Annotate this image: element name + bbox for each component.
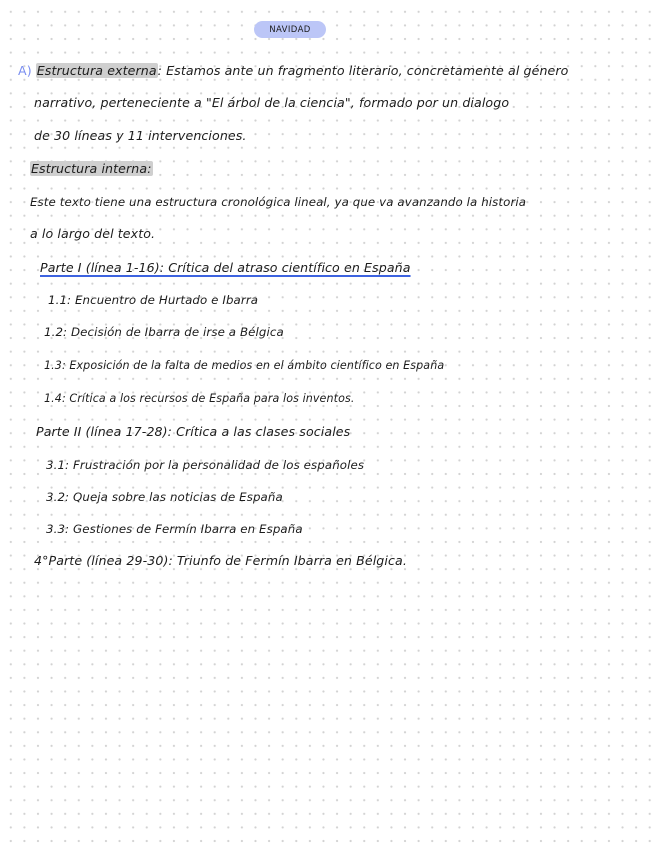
list-item-1-1: 1.1: Encuentro de Hurtado e Ibarra	[48, 293, 259, 307]
part-1-heading-text: Parte I (línea 1-16): Crítica del atraso científico en España	[40, 260, 411, 275]
page-title: NAVIDAD	[254, 21, 326, 38]
text-line-1-body: : Estamos ante un fragmento literario, concretamente al género	[157, 63, 569, 78]
text-line-3: de 30 líneas y 11 intervenciones.	[34, 128, 247, 143]
list-item-1-3: 1.3: Exposición de la falta de medios en el ámbito científico en España	[44, 359, 445, 372]
heading-estructura-interna	[30, 160, 153, 178]
part-1-heading	[40, 259, 411, 277]
list-item-1-2: 1.2: Decisión de Ibarra de irse a Bélgica	[44, 325, 284, 339]
heading-estructura-externa: Estructura externa	[36, 63, 157, 78]
part-2-heading: Parte II (línea 17-28): Crítica a las clases sociales	[36, 424, 351, 439]
heading-estructura-interna-label: Estructura interna:	[31, 161, 152, 176]
part-4-heading: 4°Parte (línea 29-30): Triunfo de Fermín Ibarra en Bélgica.	[34, 553, 407, 568]
text-line-2: narrativo, perteneciente a "El árbol de la ciencia", formado por un dialogo	[34, 95, 510, 110]
list-item-3-3: 3.3: Gestiones de Fermín Ibarra en España	[46, 522, 303, 536]
list-item-3-2: 3.2: Queja sobre las noticias de España	[46, 490, 283, 504]
section-marker: A)	[18, 63, 32, 78]
list-item-1-4: 1.4: Crítica a los recursos de España para los inventos.	[44, 392, 355, 405]
text-line-6: a lo largo del texto.	[30, 226, 156, 241]
text-line-5: Este texto tiene una estructura cronológica lineal, ya que va avanzando la historia	[30, 195, 527, 209]
list-item-3-1: 3.1: Frustración por la personalidad de los españoles	[46, 458, 365, 472]
text-line-1	[18, 62, 568, 80]
